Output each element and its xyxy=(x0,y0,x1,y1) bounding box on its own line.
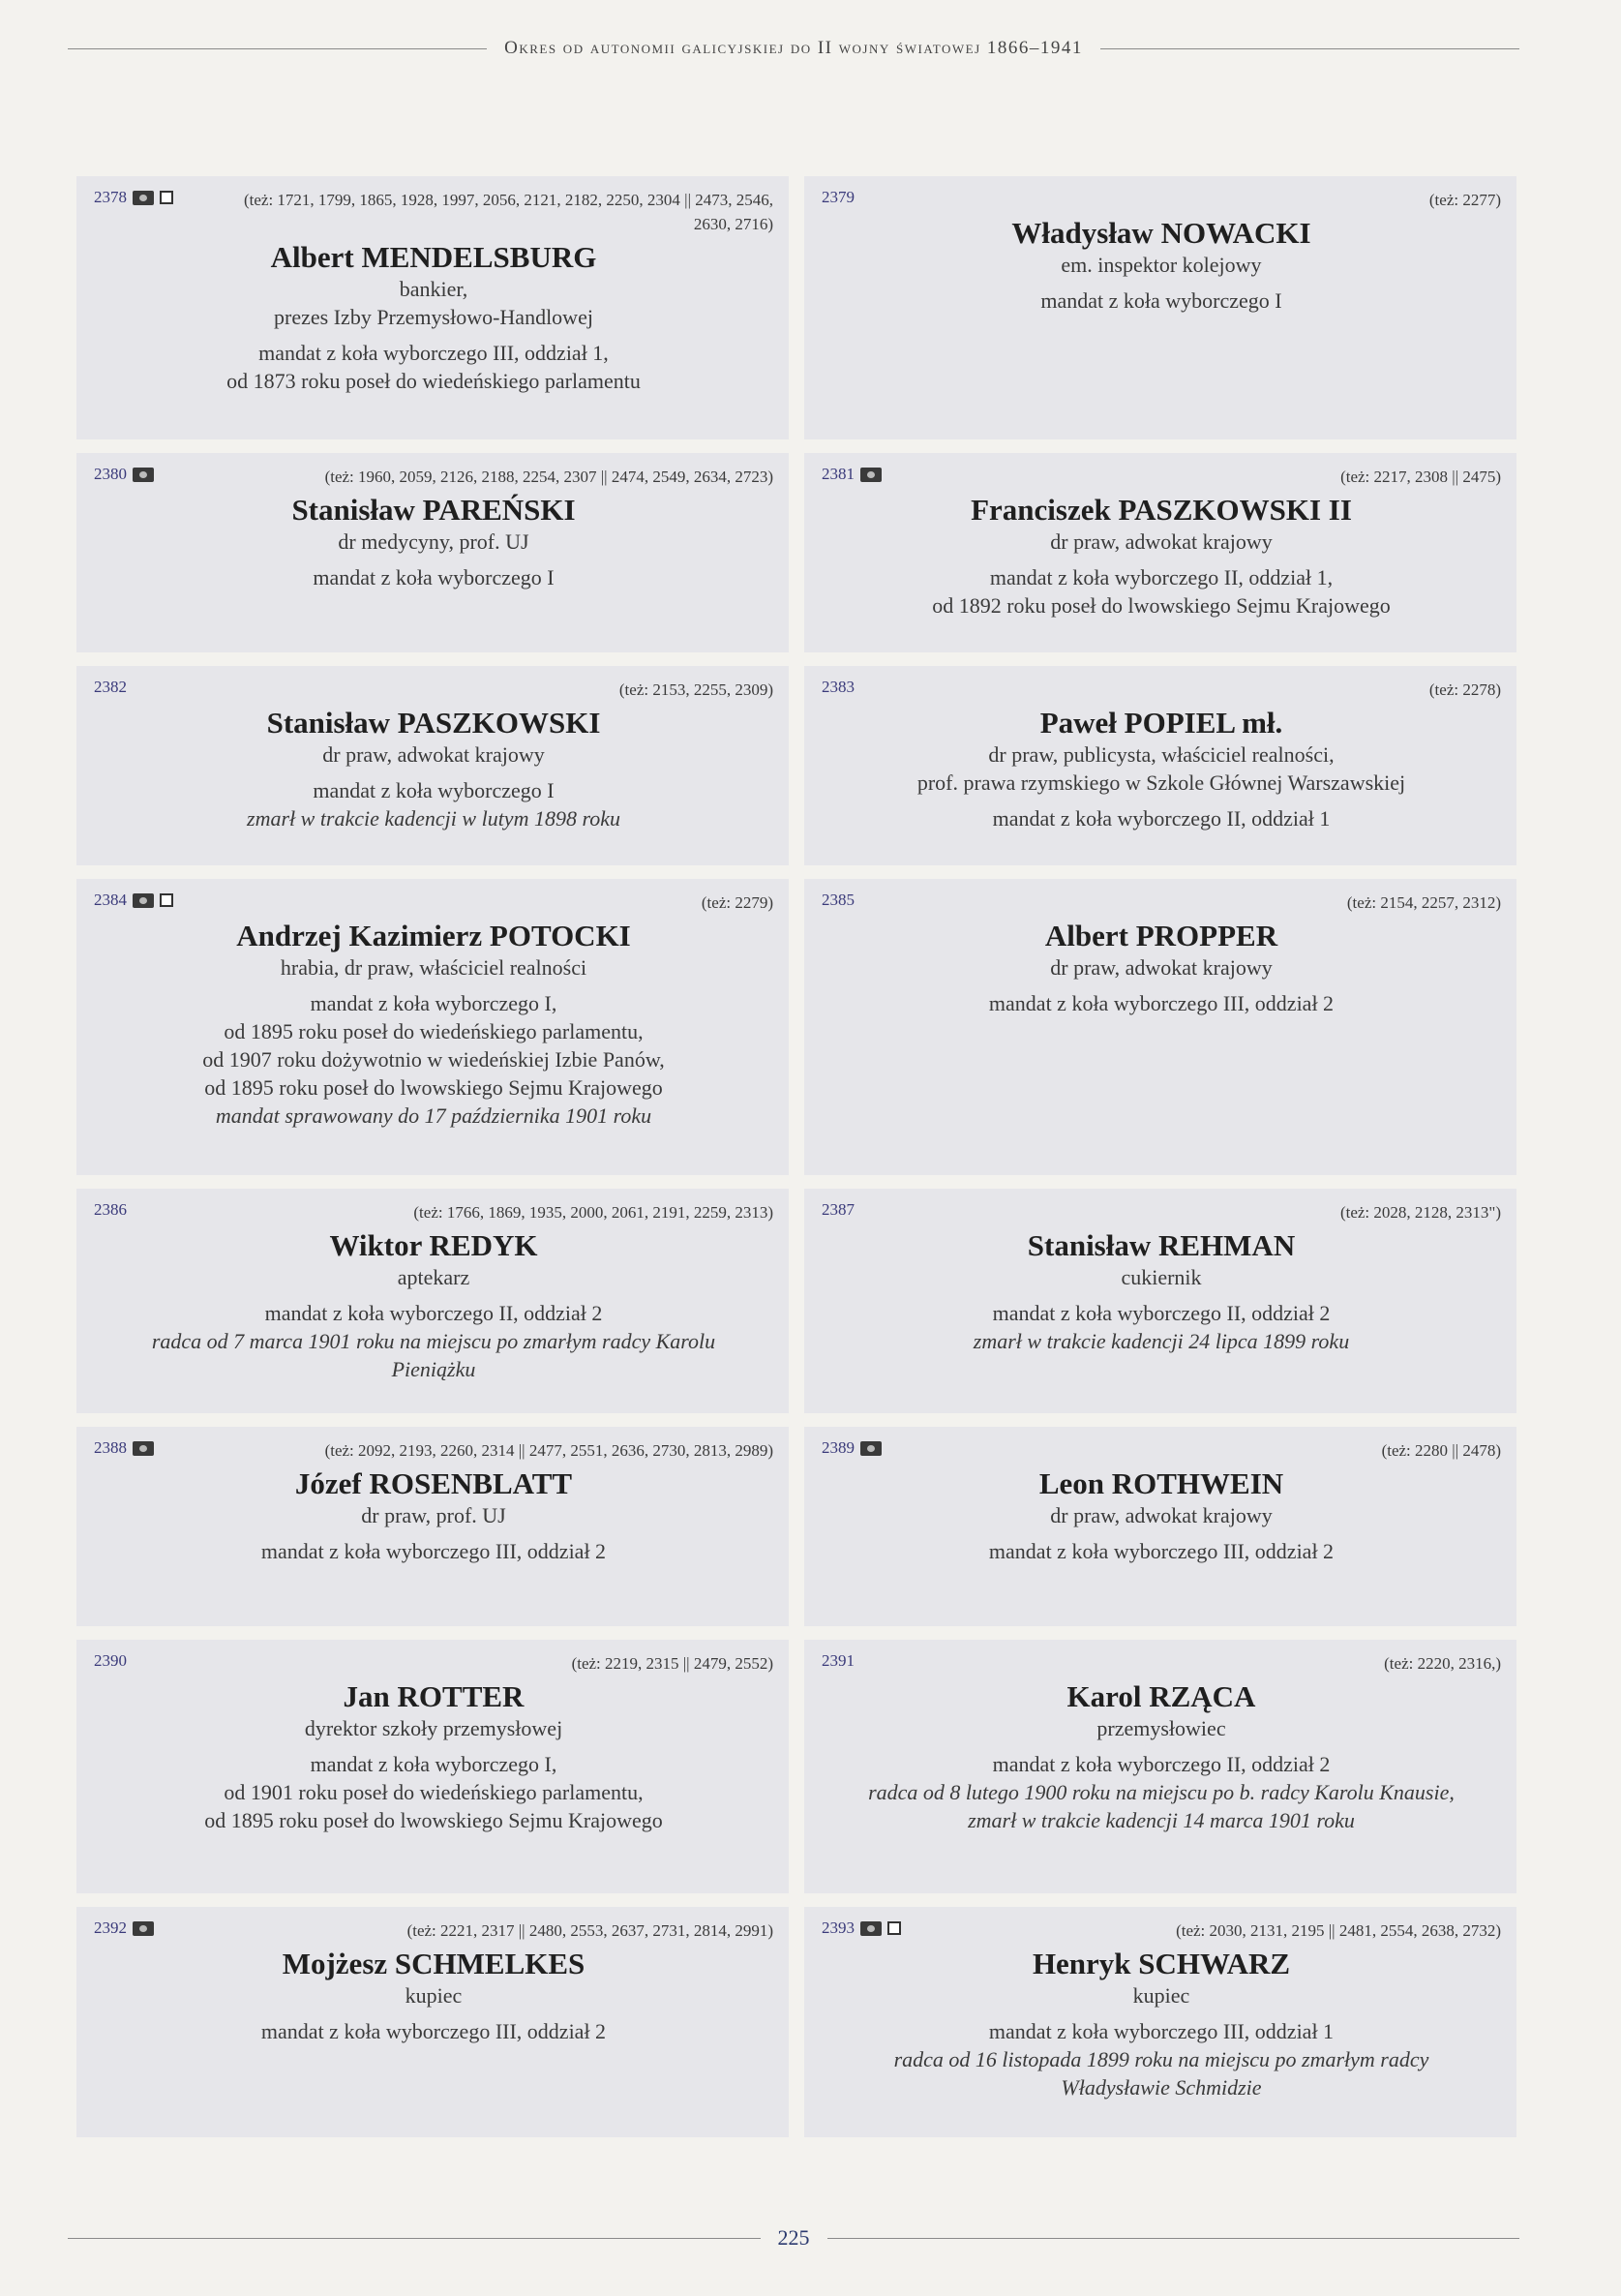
cross-reference: (też: 2279) xyxy=(701,893,773,912)
header-title: Okres od autonomii galicyjskiej do II wojny światowej 1866–1941 xyxy=(504,38,1083,58)
entry-header xyxy=(94,465,773,489)
camera-icon xyxy=(860,1441,882,1456)
square-icon xyxy=(887,1921,901,1935)
mandate-line: mandat z koła wyborczego II, oddział 1 xyxy=(992,806,1331,831)
entry-number-group xyxy=(94,1651,127,1671)
mandate-line: mandat z koła wyborczego I xyxy=(313,778,555,802)
entry-header xyxy=(94,1438,773,1463)
entry-header xyxy=(94,678,773,702)
entry-number-group xyxy=(94,678,127,697)
footer-rule-left xyxy=(68,2238,761,2239)
entry-header xyxy=(822,188,1501,212)
entry-header xyxy=(822,1438,1501,1463)
person-description: dyrektor szkoły przemysłowej xyxy=(304,1716,563,1740)
entry-header xyxy=(822,1200,1501,1224)
entry-header xyxy=(94,188,773,236)
entry-card xyxy=(76,1640,789,1893)
cross-reference: (też: 2217, 2308 || 2475) xyxy=(1340,468,1501,486)
person-description: dr praw, adwokat krajowy xyxy=(1050,955,1273,980)
entry-number-group xyxy=(94,891,173,910)
camera-icon xyxy=(860,468,882,482)
mandate-line: od 1895 roku poseł do lwowskiego Sejmu Krajowego xyxy=(204,1808,663,1832)
person-name: Karol RZĄCA xyxy=(1066,1679,1256,1713)
entry-number-group xyxy=(94,1918,154,1938)
cross-reference: (też: 1960, 2059, 2126, 2188, 2254, 2307 || 2474, 2549, 2634, 2723) xyxy=(324,468,773,486)
person-name: Paweł POPIEL mł. xyxy=(1039,706,1283,740)
entry-number-group xyxy=(94,1200,127,1220)
mandate-line: od 1873 roku poseł do wiedeńskiego parlamentu xyxy=(226,369,641,393)
entry-card xyxy=(804,1907,1516,2137)
entry-number-group xyxy=(822,678,855,697)
note-line: Pieniążku xyxy=(391,1357,476,1381)
entry-card xyxy=(76,453,789,652)
note-line: radca od 16 listopada 1899 roku na miejscu po zmarłym radcy xyxy=(893,2047,1429,2071)
entry-card xyxy=(804,879,1516,1175)
note-line: radca od 7 marca 1901 roku na miejscu po zmarłym radcy Karolu xyxy=(151,1329,716,1353)
entry-header xyxy=(94,891,773,915)
camera-icon xyxy=(133,1441,154,1456)
note-line: zmarł w trakcie kadencji 14 marca 1901 roku xyxy=(968,1808,1355,1832)
entry-number: 2392 xyxy=(94,1918,127,1937)
square-icon xyxy=(160,893,173,907)
person-description: dr praw, publicysta, właściciel realności, xyxy=(988,742,1335,767)
entry-number: 2390 xyxy=(94,1651,127,1670)
entry-card xyxy=(76,1427,789,1626)
cross-reference: (też: 2153, 2255, 2309) xyxy=(618,680,773,699)
person-name: Stanisław PASZKOWSKI xyxy=(266,706,601,740)
entry-card xyxy=(76,879,789,1175)
mandate-line: mandat z koła wyborczego II, oddział 2 xyxy=(264,1301,603,1325)
entry-number-group xyxy=(822,891,855,910)
person-description: dr medycyny, prof. UJ xyxy=(338,529,529,554)
entry-number: 2378 xyxy=(94,188,127,206)
header-rule-right xyxy=(1100,48,1519,49)
entry-card xyxy=(804,176,1516,439)
person-description: przemysłowiec xyxy=(1096,1716,1226,1740)
cross-reference: (też: 2092, 2193, 2260, 2314 || 2477, 2551, 2636, 2730, 2813, 2989) xyxy=(324,1441,773,1460)
entry-number: 2383 xyxy=(822,678,855,696)
person-name: Stanisław REHMAN xyxy=(1027,1228,1296,1262)
square-icon xyxy=(160,191,173,204)
cross-reference: (też: 2154, 2257, 2312) xyxy=(1346,893,1501,912)
cross-reference: (też: 1721, 1799, 1865, 1928, 1997, 2056, 2121, 2182, 2250, 2304 || 2473, 2546, 2630, 2716) xyxy=(243,191,773,233)
person-name: Albert PROPPER xyxy=(1044,919,1278,952)
person-description: prof. prawa rzymskiego w Szkole Głównej Warszawskiej xyxy=(916,770,1406,795)
entry-number-group xyxy=(822,1918,901,1938)
cross-reference: (też: 2030, 2131, 2195 || 2481, 2554, 2638, 2732) xyxy=(1176,1921,1501,1940)
cross-reference: (też: 1766, 1869, 1935, 2000, 2061, 2191, 2259, 2313) xyxy=(413,1203,773,1222)
entry-number: 2385 xyxy=(822,891,855,909)
mandate-line: od 1901 roku poseł do wiedeńskiego parlamentu, xyxy=(224,1780,644,1804)
entry-card xyxy=(804,453,1516,652)
mandate-line: mandat z koła wyborczego II, oddział 1, xyxy=(989,565,1334,589)
person-name: Mojżesz SCHMELKES xyxy=(282,1947,585,1980)
entries-grid xyxy=(76,176,1516,2137)
entry-card xyxy=(76,1907,789,2137)
person-description: kupiec xyxy=(1132,1983,1190,2008)
entry-number: 2384 xyxy=(94,891,127,909)
entry-number-group xyxy=(822,1438,882,1458)
mandate-line: mandat z koła wyborczego II, oddział 2 xyxy=(992,1752,1331,1776)
entry-card xyxy=(76,1189,789,1413)
mandate-line: mandat z koła wyborczego III, oddział 2 xyxy=(260,1539,607,1563)
entry-number-group xyxy=(822,188,855,207)
person-name: Franciszek PASZKOWSKI II xyxy=(971,493,1352,527)
page-number: 225 xyxy=(777,2225,810,2250)
person-description: hrabia, dr praw, właściciel realności xyxy=(280,955,587,980)
person-name: Henryk SCHWARZ xyxy=(1032,1947,1291,1980)
entry-header xyxy=(822,678,1501,702)
mandate-line: mandat z koła wyborczego III, oddział 1, xyxy=(258,341,609,365)
cross-reference: (też: 2028, 2128, 2313") xyxy=(1339,1203,1501,1222)
camera-icon xyxy=(133,191,154,205)
cross-reference: (też: 2280 || 2478) xyxy=(1381,1441,1501,1460)
running-header xyxy=(68,35,1519,62)
mandate-line: mandat z koła wyborczego I, xyxy=(310,1752,557,1776)
page-footer xyxy=(68,2222,1519,2253)
note-line: Władysławie Schmidzie xyxy=(1061,2075,1262,2100)
mandate-line: mandat z koła wyborczego I xyxy=(313,565,555,589)
mandate-line: od 1907 roku dożywotnio w wiedeńskiej Izbie Panów, xyxy=(202,1047,665,1072)
person-description: dr praw, prof. UJ xyxy=(361,1503,506,1527)
entry-header xyxy=(822,465,1501,489)
mandate-line: od 1895 roku poseł do lwowskiego Sejmu Krajowego xyxy=(204,1075,663,1100)
mandate-line: mandat z koła wyborczego III, oddział 2 xyxy=(260,2019,607,2043)
mandate-line: mandat z koła wyborczego III, oddział 2 xyxy=(988,991,1335,1015)
camera-icon xyxy=(860,1921,882,1936)
camera-icon xyxy=(133,468,154,482)
person-description: dr praw, adwokat krajowy xyxy=(1050,529,1273,554)
person-name: Józef ROSENBLATT xyxy=(294,1466,573,1500)
person-description: aptekarz xyxy=(397,1265,470,1289)
person-name: Wiktor REDYK xyxy=(329,1228,538,1262)
entry-number: 2379 xyxy=(822,188,855,206)
entry-number: 2393 xyxy=(822,1918,855,1937)
entry-number-group xyxy=(94,465,154,484)
entry-header xyxy=(822,1918,1501,1943)
entry-card xyxy=(804,1640,1516,1893)
entry-number: 2387 xyxy=(822,1200,855,1219)
entry-header xyxy=(94,1918,773,1943)
camera-icon xyxy=(133,893,154,908)
person-description: bankier, xyxy=(399,277,468,301)
entry-number: 2382 xyxy=(94,678,127,696)
entry-number: 2386 xyxy=(94,1200,127,1219)
mandate-line: mandat z koła wyborczego I, xyxy=(310,991,557,1015)
entry-number-group xyxy=(822,1651,855,1671)
cross-reference: (też: 2278) xyxy=(1428,680,1501,699)
person-name: Jan ROTTER xyxy=(343,1679,525,1713)
entry-number: 2380 xyxy=(94,465,127,483)
entry-number-group xyxy=(94,1438,154,1458)
entry-card xyxy=(804,1427,1516,1626)
entry-card xyxy=(804,666,1516,865)
entry-card xyxy=(76,176,789,439)
entry-number: 2381 xyxy=(822,465,855,483)
note-line: zmarł w trakcie kadencji w lutym 1898 roku xyxy=(247,806,620,831)
entry-card xyxy=(804,1189,1516,1413)
entry-number: 2389 xyxy=(822,1438,855,1457)
entry-number-group xyxy=(822,465,882,484)
person-description: em. inspektor kolejowy xyxy=(1061,253,1262,277)
mandate-line: mandat z koła wyborczego III, oddział 2 xyxy=(988,1539,1335,1563)
entry-header xyxy=(822,1651,1501,1676)
cross-reference: (też: 2220, 2316,) xyxy=(1384,1654,1501,1673)
note-line: zmarł w trakcie kadencji 24 lipca 1899 roku xyxy=(973,1329,1350,1353)
mandate-line: od 1892 roku poseł do lwowskiego Sejmu Krajowego xyxy=(932,593,1391,618)
entry-number-group xyxy=(94,188,173,207)
mandate-line: od 1895 roku poseł do wiedeńskiego parlamentu, xyxy=(224,1019,644,1043)
entry-card xyxy=(76,666,789,865)
person-description: prezes Izby Przemysłowo-Handlowej xyxy=(274,305,593,329)
cross-reference: (też: 2219, 2315 || 2479, 2552) xyxy=(571,1654,773,1673)
person-description: cukiernik xyxy=(1121,1265,1202,1289)
entry-number: 2388 xyxy=(94,1438,127,1457)
mandate-line: mandat z koła wyborczego III, oddział 1 xyxy=(988,2019,1335,2043)
header-rule-left xyxy=(68,48,487,49)
person-name: Władysław NOWACKI xyxy=(1011,216,1311,250)
entry-header xyxy=(822,891,1501,915)
mandate-line: mandat z koła wyborczego I xyxy=(1040,288,1282,313)
person-description: dr praw, adwokat krajowy xyxy=(1050,1503,1273,1527)
person-name: Andrzej Kazimierz POTOCKI xyxy=(236,919,631,952)
camera-icon xyxy=(133,1921,154,1936)
entry-number-group xyxy=(822,1200,855,1220)
entry-number: 2391 xyxy=(822,1651,855,1670)
cross-reference: (też: 2221, 2317 || 2480, 2553, 2637, 2731, 2814, 2991) xyxy=(406,1921,773,1940)
note-line: mandat sprawowany do 17 października 1901 roku xyxy=(215,1103,652,1128)
person-description: dr praw, adwokat krajowy xyxy=(322,742,545,767)
person-name: Leon ROTHWEIN xyxy=(1038,1466,1284,1500)
footer-rule-right xyxy=(827,2238,1520,2239)
note-line: radca od 8 lutego 1900 roku na miejscu po b. radcy Karolu Knausie, xyxy=(868,1780,1455,1804)
person-name: Stanisław PAREŃSKI xyxy=(291,493,576,527)
cross-reference: (też: 2277) xyxy=(1428,191,1501,209)
mandate-line: mandat z koła wyborczego II, oddział 2 xyxy=(992,1301,1331,1325)
person-name: Albert MENDELSBURG xyxy=(270,240,597,274)
entry-header xyxy=(94,1651,773,1676)
person-description: kupiec xyxy=(405,1983,463,2008)
entry-header xyxy=(94,1200,773,1224)
